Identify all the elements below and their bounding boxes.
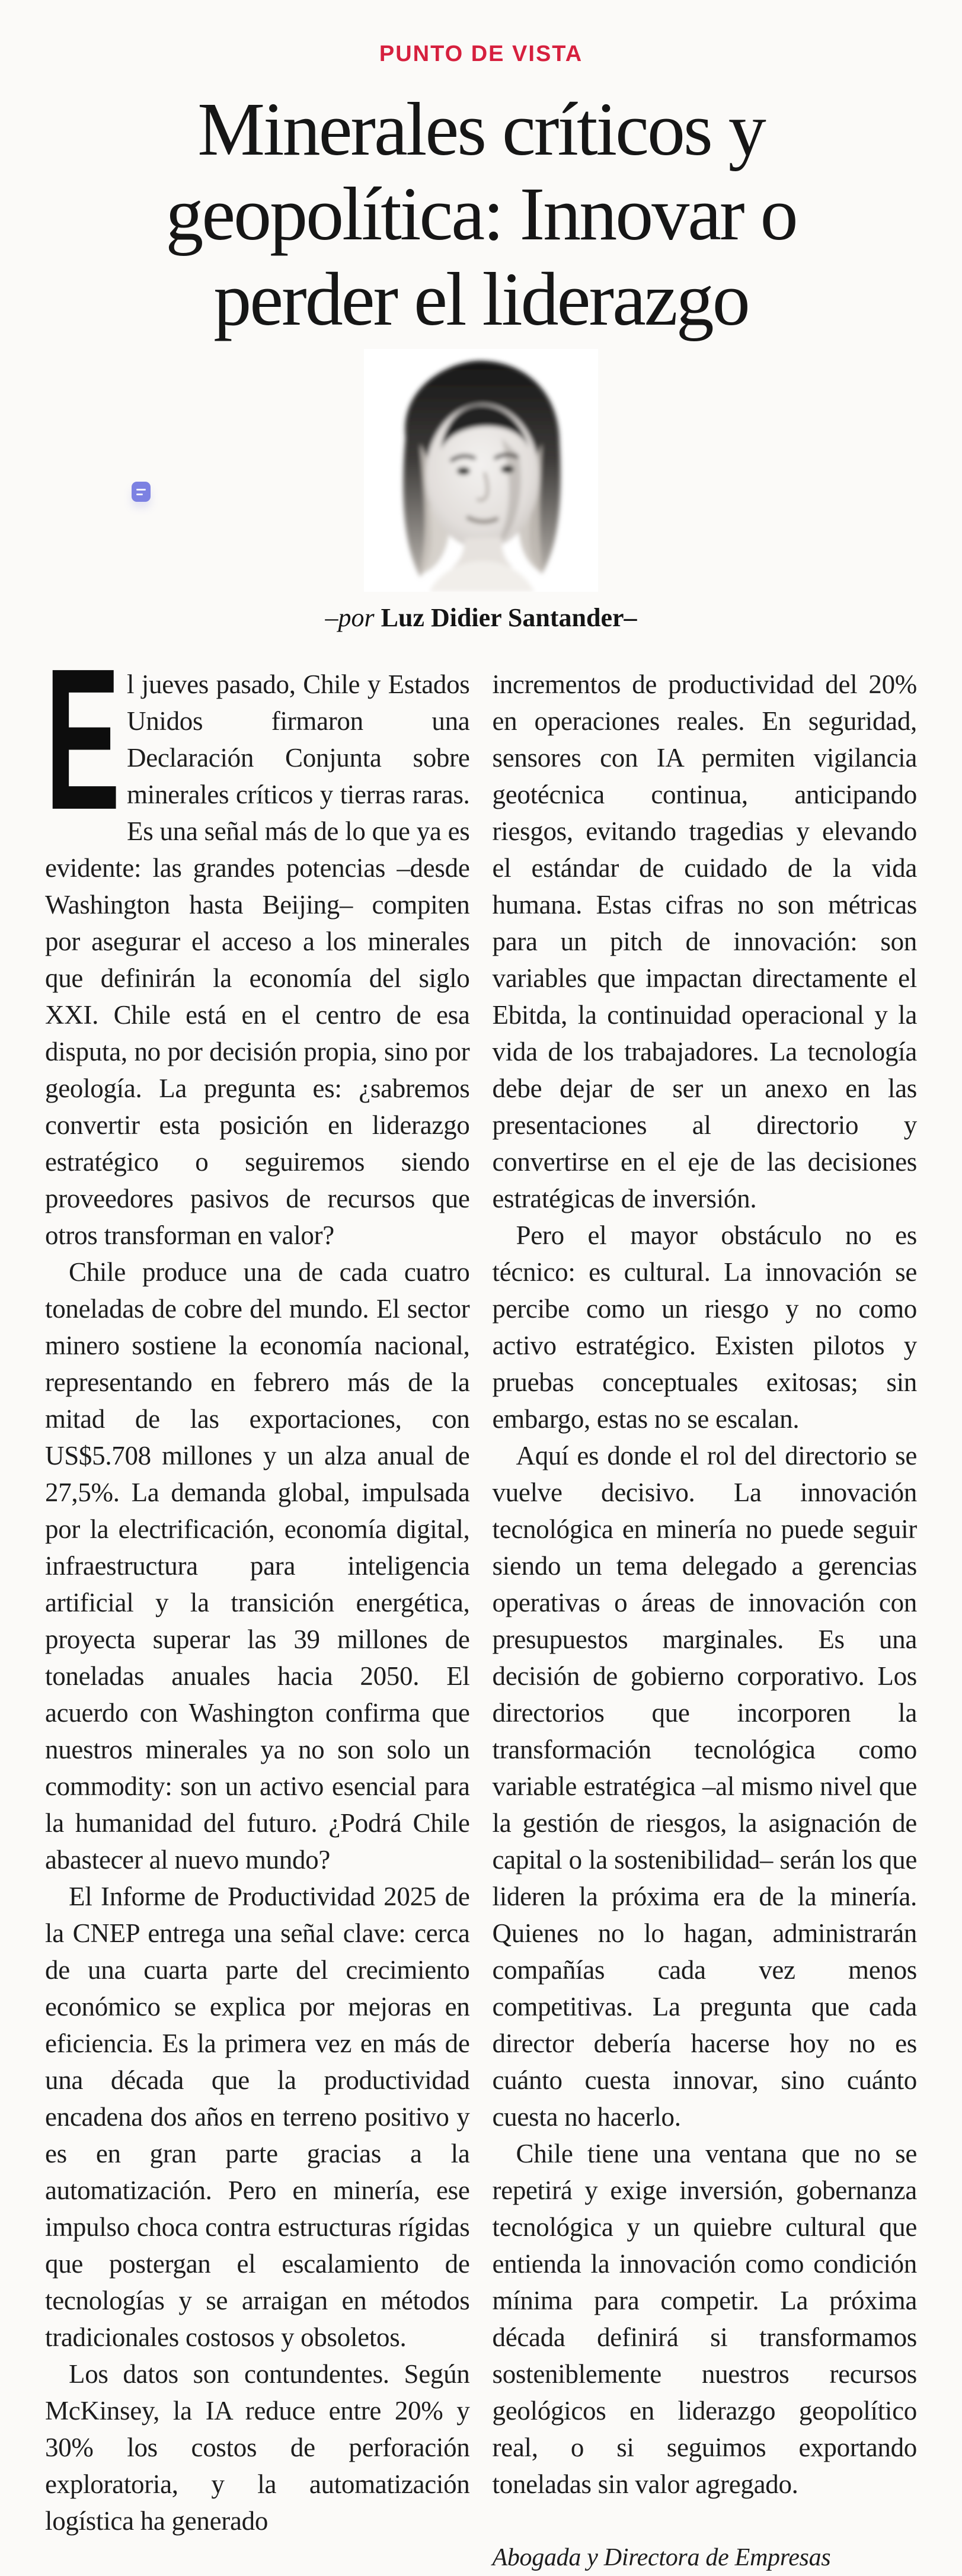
column-right (493, 666, 918, 2576)
title-line-3: perder el liderazgo (213, 257, 749, 341)
badge-line-icon (136, 494, 143, 495)
annotation-badge-icon[interactable] (132, 482, 151, 502)
paragraph: Pero el mayor obstáculo no es técnico: es cultural. La innovación se percibe como un riesgo y no como activo estratégico. Existen pilotos y pruebas conceptuales exitosas; sin embargo, estas no se escalan. (492, 1220, 917, 1434)
article-body (0, 627, 962, 2576)
article-title (0, 87, 962, 342)
paragraph: Los datos son contundentes. Según McKinsey, la IA reduce entre 20% y 30% los costos de perforación exploratoria, y la automatización logística ha generado (45, 2359, 470, 2536)
paragraph: El Informe de Productividad 2025 de la CNEP entrega una señal clave: cerca de una cuarta parte del crecimiento económico se explica por mejoras en eficiencia. Es la primera vez en más de una década que la productividad encadena dos años en terreno positivo y es en gran parte gracias a la automatización. Pero en minería, ese impulso choca contra estructuras rígidas que postergan el escalamiento de tecnologías y se arraigan en métodos tradicionales costosos y obsoletos. (45, 1882, 470, 2353)
paragraph-text: l jueves pasado, Chile y Estados Unidos firmaron una Declaración Conjunta sobre minerales críticos y tierras raras. Es una señal más de lo que ya es evidente: las grandes potencias –desde Washington hasta Beijing– compiten por asegurar el acceso a los minerales que definirán la economía del siglo XXI. Chile está en el centro de esa disputa, no por decisión propia, sino por geología. La pregunta es: ¿sabremos convertir esta posición en liderazgo estratégico o seguiremos siendo proveedores pasivos de recursos que otros transforman en valor? (45, 669, 470, 1251)
paragraph: Aquí es donde el rol del directorio se vuelve decisivo. La innovación tecnológica en minería no puede seguir siendo un tema delegado a gerencias operativas o áreas de innovación con presupuestos marginales. Es una decisión de gobierno corporativo. Los directorios que incorporen la transformación tecnológica como variable estratégica –al mismo nivel que la gestión de riesgos, la asignación de capital o la sostenibilidad– serán los que lideren la próxima era de la minería. Quienes no lo hagan, administrarán compañías cada vez menos competitivas. La pregunta que cada director debería hacerse hoy no es cuánto cuesta innovar, sino cuánto cuesta no hacerlo. (492, 1441, 917, 2132)
byline-prefix: –por (325, 603, 381, 633)
paragraph (45, 627, 470, 1254)
paragraph: Chile produce una de cada cuatro toneladas de cobre del mundo. El sector minero sostiene la economía nacional, representando en febrero más de la mitad de las exportaciones, con US$5.708 millones y un alza anual de 27,5%. La demanda global, impulsada por la electrificación, economía digital, infraestructura para inteligencia artificial y la transición energética, proyecta superar las 39 millones de toneladas anuales hacia 2050. El acuerdo con Washington confirma que nuestros minerales ya no son solo un commodity: son un activo esencial para la humanidad del futuro. ¿Podrá Chile abastecer al nuevo mundo? (45, 1257, 470, 1875)
column-left (45, 627, 470, 2576)
author-photo (364, 349, 598, 592)
byline-suffix: – (624, 603, 637, 633)
byline (0, 603, 962, 633)
dropcap: E (45, 627, 120, 853)
author-signature: Abogada y Directora de Empresas (492, 2544, 831, 2572)
title-line-2: geopolítica: Innovar o (165, 172, 797, 257)
paragraph: Chile tiene una ventana que no se repetirá y exige inversión, gobernanza tecnológica y un quiebre cultural que entienda la innovación como condición mínima para competir. La próxima década definirá si transformamos sosteniblemente nuestros recursos geológicos en liderazgo geopolítico real, o si seguimos exportando toneladas sin valor agregado. (492, 2139, 917, 2500)
section-kicker: PUNTO DE VISTA (379, 41, 583, 66)
author-photo-illustration (364, 349, 598, 592)
paragraph: incrementos de productividad del 20% en operaciones reales. En seguridad, sensores con IA permiten vigilancia geotécnica continua, anticipando riesgos, evitando tragedias y elevando el estándar de cuidado de la vida humana. Estas cifras no son métricas para un pitch de innovación: son variables que impactan directamente el Ebitda, la continuidad operacional y la vida de los trabajadores. La tecnología debe dejar de ser un anexo en las presentaciones al directorio y convertirse en el eje de las decisiones estratégicas de inversión. (492, 669, 917, 1214)
title-line-1: Minerales críticos y (197, 87, 765, 171)
byline-author: Luz Didier Santander (381, 603, 624, 633)
badge-line-icon (136, 489, 146, 491)
